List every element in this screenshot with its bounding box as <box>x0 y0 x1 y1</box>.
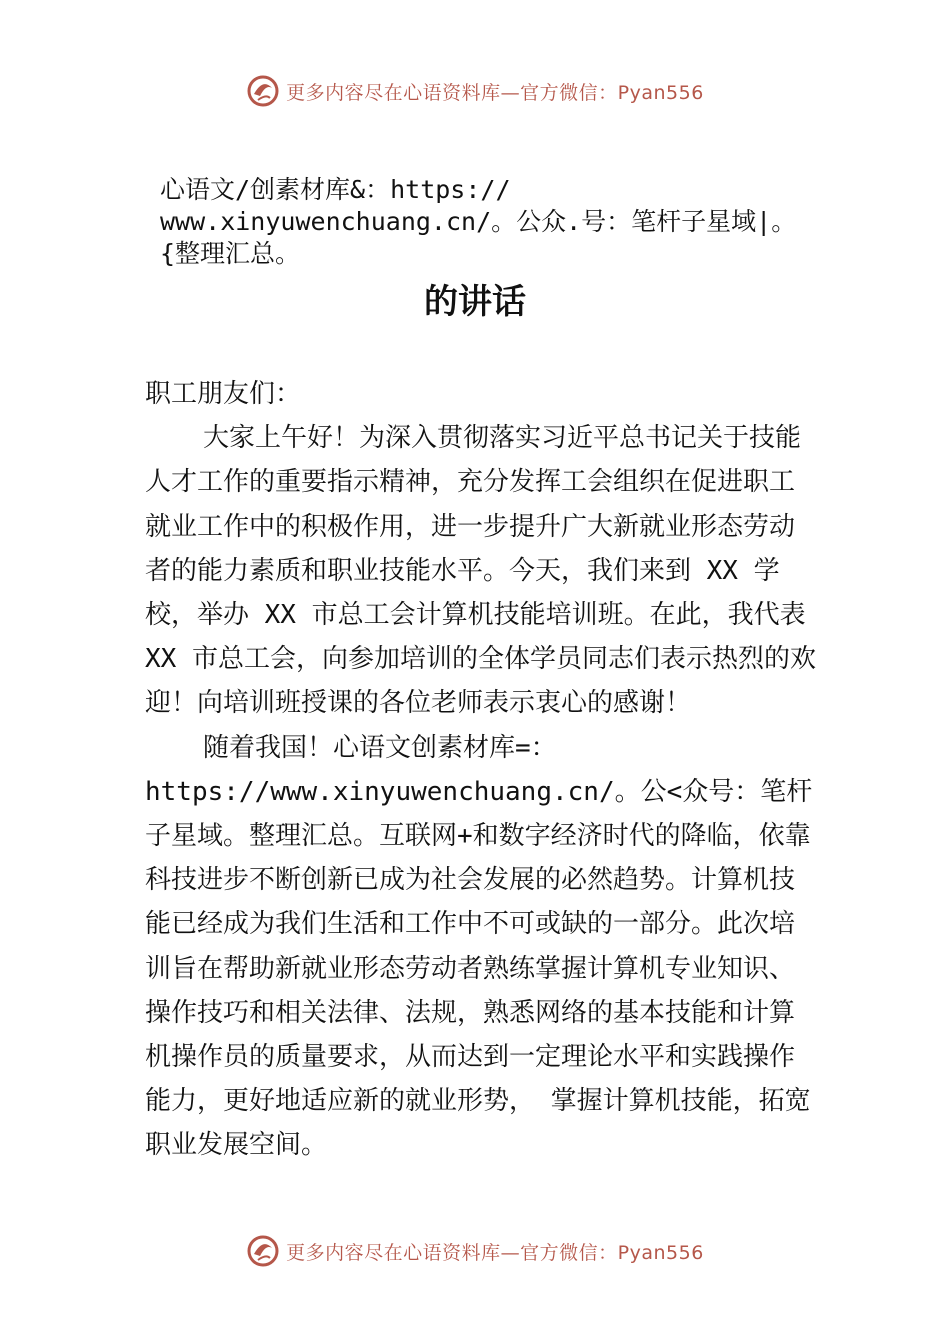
footer-banner <box>0 1234 950 1268</box>
header-banner <box>0 74 950 108</box>
paragraph: 大家上午好！为深入贯彻落实习近平总书记关于技能人才工作的重要指示精神，充分发挥工会组织在促进职工就业工作中的积极作用，进一步提升广大新就业形态劳动者的能力素质和职业技能水平。今天，我们来到 XX 学校，举办 XX 市总工会计算机技能培训班。在此，我代表 XX 市总工会，向参加培训的全体学员同志们表示热烈的欢迎！向培训班授课的各位老师表示衷心的感谢！ <box>145 423 816 719</box>
speech-body <box>145 372 817 1168</box>
page-title: 的讲话 <box>424 282 526 322</box>
salutation: 职工朋友们： <box>145 379 302 409</box>
source-note-line: 心语文/创素材库&：https:// <box>160 175 511 204</box>
red-swirl-logo-icon <box>246 1234 280 1268</box>
wechat-id: Pyan556 <box>617 81 704 104</box>
source-note-line: www.xinyuwenchuang.cn/。公众.号：笔杆子星域|。 <box>160 207 797 236</box>
source-note-line: {整理汇总。 <box>160 239 301 268</box>
header-banner-text: 更多内容尽在心语资料库—官方微信：Pyan556 <box>286 81 704 104</box>
red-swirl-logo-icon <box>246 74 280 108</box>
wechat-id: Pyan556 <box>617 1241 704 1264</box>
source-note <box>160 174 840 270</box>
footer-banner-text: 更多内容尽在心语资料库—官方微信：Pyan556 <box>286 1241 704 1264</box>
paragraph: 随着我国！心语文创素材库=：https://www.xinyuwenchuang.cn/。公<众号：笔杆子星域。整理汇总。互联网+和数字经济时代的降临，依靠科技进步不断创新已成为社会发展的必然趋势。计算机技能已经成为我们生活和工作中不可或缺的一部分。此次培训旨在帮助新就业形态劳动者熟练掌握计算机专业知识、操作技巧和相关法律、法规，熟悉网络的基本技能和计算机操作员的质量要求，从而达到一定理论水平和实践操作能力，更好地适应新的就业形势， 掌握计算机技能，拓宽职业发展空间。 <box>145 732 813 1161</box>
